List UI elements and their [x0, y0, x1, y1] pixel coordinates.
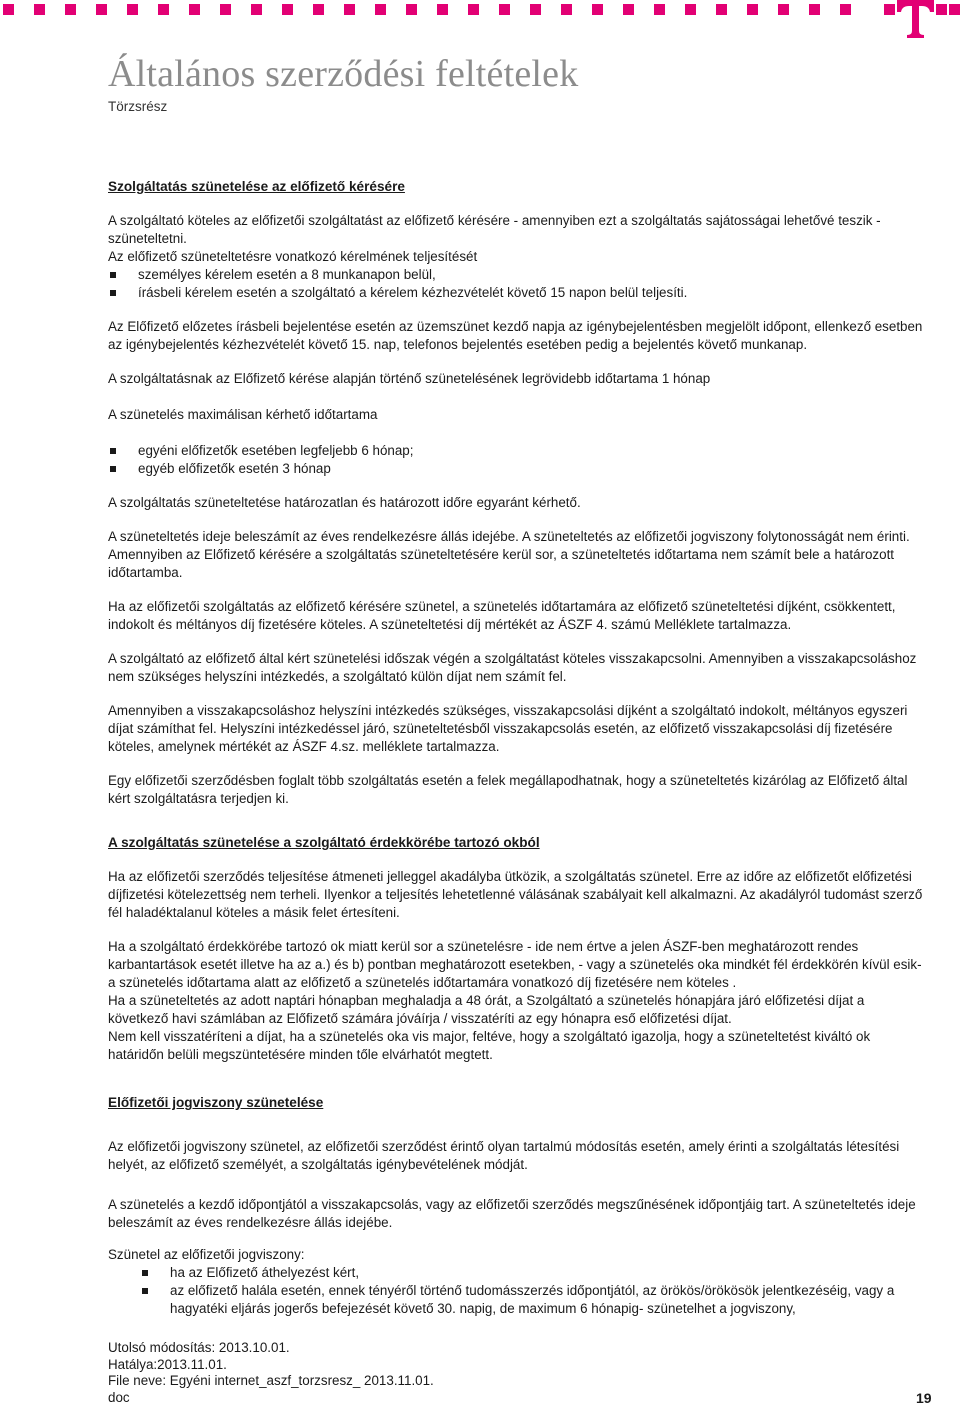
paragraph: A szolgáltatásnak az Előfizető kérése alapján történő szünetelésének legrövidebb időtartama 1 hónap [108, 371, 711, 386]
paragraph: Amennyiben a visszakapcsoláshoz helyszíni intézkedés szükséges, visszakapcsolási díjként a szolgáltató indokolt, méltányos egyszeri díjat számíthat fel. Helyszíni intézkedéssel járó, szüneteltetésből visszakapcsolás esetén, az előfizető visszakapcsolási díj fizetésére köteles, amelynek mértékét az ÁSZF 4.sz. melléklete tartalmazza. [108, 703, 908, 754]
brand-dot [282, 4, 293, 15]
brand-dot [778, 4, 789, 15]
brand-dot [747, 4, 758, 15]
list-item: ha az Előfizető áthelyezést kért, [108, 1264, 926, 1282]
document-subtitle: Törzsrész [108, 99, 168, 114]
brand-dot [530, 4, 541, 15]
brand-dot [65, 4, 76, 15]
paragraph: Egy előfizetői szerződésben foglalt több szolgáltatás esetén a felek megállapodhatnak, hogy a szüneteltetés kizárólag az Előfizető által kért szolgáltatásra terjedjen ki. [108, 773, 908, 806]
brand-dot [96, 4, 107, 15]
brand-dot [809, 4, 820, 15]
brand-dot [592, 4, 603, 15]
document-title: Általános szerződési feltételek [108, 53, 579, 95]
footer-effective-date: Hatálya:2013.11.01. [108, 1356, 227, 1372]
brand-dot [375, 4, 386, 15]
bullet-list [108, 1264, 926, 1318]
bullet-list [108, 266, 926, 302]
brand-dot [654, 4, 665, 15]
brand-dot [3, 4, 14, 15]
brand-dot [468, 4, 479, 15]
brand-dot [623, 4, 634, 15]
paragraph: Ha az előfizetői szolgáltatás az előfizető kérésére szünetel, a szünetelés időtartamára az előfizető szüneteltetési díjként, csökkentett, indokolt és méltányos díj fizetésére köteles. A szüneteltetési díj mértékét az ÁSZF 4. számú Melléklete tartalmazza. [108, 599, 896, 632]
paragraph: A szolgáltató köteles az előfizetői szolgáltatást az előfizető kérésére - amennyiben ezt a szolgáltatás sajátosságai lehetővé teszik - szüneteltetni. [108, 213, 881, 246]
brand-dot [158, 4, 169, 15]
brand-dot [437, 4, 448, 15]
list-item: az előfizető halála esetén, ennek tényéről történő tudomásszerzés időpontjától, az örökös/örökösök jelentkezéséig, vagy a hagyatéki eljárás jogerős befejezését követő 30. napig, de maximum 6 hónapig- szünetelhet a jogviszony, [108, 1282, 926, 1318]
brand-dot [685, 4, 696, 15]
brand-dot [34, 4, 45, 15]
page-footer [108, 1340, 434, 1406]
page-number: 19 [916, 1390, 932, 1406]
brand-dot [220, 4, 231, 15]
list-item: egyéni előfizetők esetében legfeljebb 6 hónap; [108, 442, 926, 460]
brand-dot [189, 4, 200, 15]
footer-modified-date: Utolsó módosítás: 2013.10.01. [108, 1340, 290, 1355]
paragraph: Az előfizetői jogviszony szünetel, az előfizetői szerződést érintő olyan tartalmú módosítás esetén, amely érinti a szolgáltatás létesítési helyét, az előfizető személyét, a szolgáltatás igénybevételének módját. [108, 1139, 900, 1172]
list-item: személyes kérelem esetén a 8 munkanapon belül, [108, 266, 926, 284]
bullet-list [108, 442, 926, 478]
brand-dot [406, 4, 417, 15]
footer-filename: File neve: Egyéni internet_aszf_torzsresz_ 2013.11.01. [108, 1373, 434, 1388]
brand-dot [716, 4, 727, 15]
paragraph: A szünetelés maximálisan kérhető időtartama [108, 407, 378, 422]
list-item: írásbeli kérelem esetén a szolgáltató a kérelem kézhezvételét követő 15 napon belül teljesíti. [108, 284, 926, 302]
brand-dot [313, 4, 324, 15]
paragraph: A szolgáltató az előfizető által kért szünetelési időszak végén a szolgáltatást köteles visszakapcsolni. Amennyiben a visszakapcsoláshoz nem szükséges helyszíni intézkedés, a szolgáltató külön díjat nem számít fel. [108, 651, 917, 684]
paragraph: Az előfizető szüneteltetésre vonatkozó kérelmének teljesítését [108, 249, 478, 264]
paragraph: A szünetelés a kezdő időpontjától a visszakapcsolás, vagy az előfizetői szerződés megszűnésének időpontjáig tart. A szüneteltetés ideje beleszámít az éves rendelkezésre állás idejébe. [108, 1197, 916, 1230]
paragraph: A szüneteltetés ideje beleszámít az éves rendelkezésre állás idejébe. A szüneteltetés az előfizetői jogviszony folytonosságát nem érinti. Amennyiben az Előfizető kérésére a szolgáltatás szüneteltetésére kerül sor, a szüneteltetés időtartama nem számít bele a határozott időtartamba. [108, 529, 910, 580]
paragraph: A szolgáltatás szüneteltetése határozatlan és határozott időre egyaránt kérhető. [108, 495, 581, 510]
brand-dot [561, 4, 572, 15]
section-heading: Szolgáltatás szünetelése az előfizető kérésére [108, 179, 405, 194]
paragraph: Ha a szüneteltetés az adott naptári hónapban meghaladja a 48 órát, a Szolgáltató a szünetelés hónapjára járó előfizetési díjat a következő havi számlában az Előfizető számára jóváírja / visszatéríti az egy hónapra eső előfizetési díjat. [108, 993, 865, 1026]
brand-dot [344, 4, 355, 15]
paragraph: Ha a szolgáltató érdekkörébe tartozó ok miatt kerül sor a szünetelésre - ide nem értve a jelen ÁSZF-ben meghatározott rendes karbantartások esetét illetve ha az a.) és b) pontban meghatározott esetekben, - vagy a szünetelés oka mindkét fél érdekkörén kívül esik- a szünetelés időtartama alatt az előfizető a szünetelés időtartamára vonatkozó díj fizetésére nem köteles . [108, 939, 922, 990]
list-item: egyéb előfizetők esetén 3 hónap [108, 460, 926, 478]
paragraph: Nem kell visszatéríteni a díjat, ha a szünetelés oka vis major, feltéve, hogy a szolgáltató igazolja, hogy a szüneteltetést kiváltó ok határidőn belüli megszüntetésére minden tőle elvárhatót megtett. [108, 1029, 871, 1062]
footer-file-extension: doc [108, 1389, 130, 1405]
brand-dot [251, 4, 262, 15]
section-heading: A szolgáltatás szünetelése a szolgáltató érdekkörébe tartozó okból [108, 835, 540, 850]
brand-dot-row [0, 4, 880, 34]
document-body [108, 178, 926, 1318]
section-heading: Előfizetői jogviszony szünetelése [108, 1095, 324, 1110]
paragraph: Ha az előfizetői szerződés teljesítése átmeneti jelleggel akadályba ütközik, a szolgáltatás szünetel. Erre az időre az előfizetőt előfizetési díjfizetési kötelezettség nem terheli. Ilyenkor a teljesítés lehetetlenné válásának szabályait kell alkalmazni. Az akadályról tudomást szerző fél haladéktalanul köteles a másik felet értesíteni. [108, 869, 923, 920]
brand-dot [499, 4, 510, 15]
paragraph: Az Előfizető előzetes írásbeli bejelentése esetén az üzemszünet kezdő napja az igénybejelentésben megjelölt időpont, ellenkező esetben az igénybejelentés kézhezvételét követő 15. nap, telefonos bejelentés esetében pedig a bejelentés követő munkanap. [108, 319, 923, 352]
telekom-t-logo-icon [884, 0, 960, 40]
paragraph: Szünetel az előfizetői jogviszony: [108, 1247, 305, 1262]
brand-dot [840, 4, 851, 15]
brand-dot [127, 4, 138, 15]
